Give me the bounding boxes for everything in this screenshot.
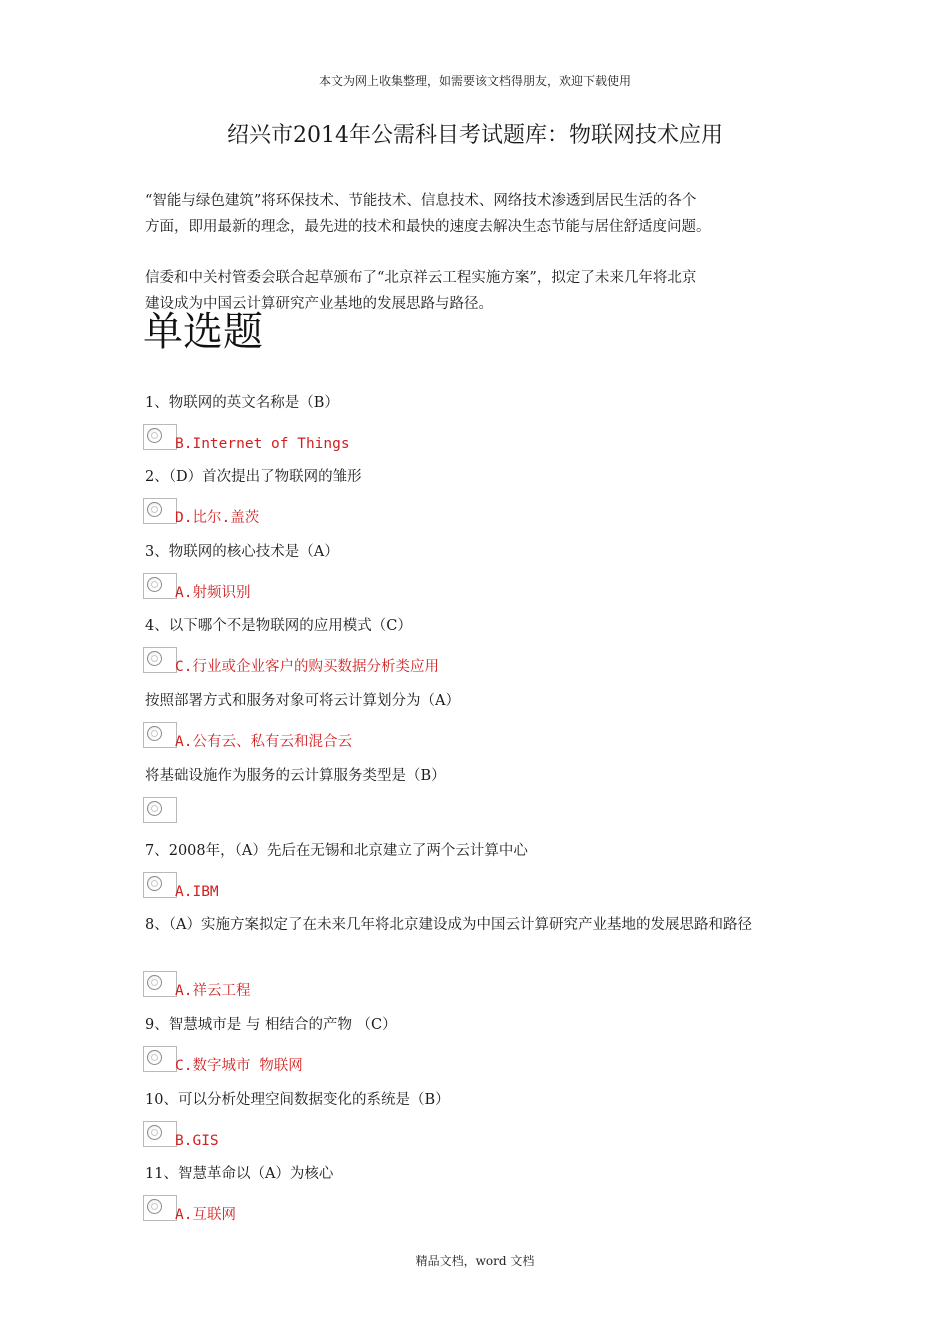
radio-icon	[147, 651, 162, 666]
answer-text: D.比尔.盖茨	[175, 510, 260, 526]
answer-text: A.射频识别	[175, 585, 251, 601]
answer-text: A.IBM	[175, 884, 219, 900]
answer-radio[interactable]	[143, 1195, 177, 1221]
answer-radio[interactable]	[143, 872, 177, 898]
radio-icon	[147, 428, 162, 443]
radio-icon	[147, 1199, 162, 1214]
answer-text: B.Internet of Things	[175, 436, 350, 452]
radio-icon	[147, 975, 162, 990]
answer-text: A.互联网	[175, 1207, 236, 1223]
document-title: 绍兴市2014年公需科目考试题库：物联网技术应用	[227, 123, 723, 148]
answer-radio[interactable]	[143, 971, 177, 997]
answer-radio[interactable]	[143, 647, 177, 673]
radio-icon	[147, 1125, 162, 1140]
header-note: 本文为网上收集整理，如需要该文档得朋友，欢迎下载使用	[318, 74, 631, 88]
intro-line: “智能与绿色建筑”将环保技术、节能技术、信息技术、网络技术渗透到居民生活的各个	[145, 193, 697, 209]
question-text: 7、2008年，（A）先后在无锡和北京建立了两个云计算中心	[145, 843, 528, 859]
answer-radio[interactable]	[143, 424, 177, 450]
question-text: 3、物联网的核心技术是（A）	[145, 544, 339, 560]
question-text: 按照部署方式和服务对象可将云计算划分为（A）	[145, 693, 460, 709]
answer-text: A.祥云工程	[175, 983, 251, 999]
intro-line: 建设成为中国云计算研究产业基地的发展思路与路径。	[145, 296, 493, 312]
answer-text: A.公有云、私有云和混合云	[175, 734, 352, 750]
question-text: 11、智慧革命以（A）为核心	[145, 1166, 334, 1182]
radio-icon	[147, 577, 162, 592]
radio-icon	[147, 876, 162, 891]
answer-radio[interactable]	[143, 498, 177, 524]
question-text: 4、以下哪个不是物联网的应用模式（C）	[145, 618, 412, 634]
intro-line: 信委和中关村管委会联合起草颁布了“北京祥云工程实施方案”，拟定了未来几年将北京	[145, 270, 697, 286]
answer-radio[interactable]	[143, 1121, 177, 1147]
radio-icon	[147, 502, 162, 517]
answer-radio[interactable]	[143, 573, 177, 599]
question-text: 10、可以分析处理空间数据变化的系统是（B）	[145, 1092, 450, 1108]
radio-icon	[147, 726, 162, 741]
answer-radio[interactable]	[143, 722, 177, 748]
answer-text: C.数字城市 物联网	[175, 1058, 303, 1074]
radio-icon	[147, 1050, 162, 1065]
answer-text: B.GIS	[175, 1133, 219, 1149]
answer-text: C.行业或企业客户的购买数据分析类应用	[175, 659, 439, 675]
intro-paragraph-1	[145, 188, 805, 240]
answer-radio[interactable]	[143, 797, 177, 823]
question-text: 将基础设施作为服务的云计算服务类型是（B）	[145, 768, 446, 784]
question-text: 2、（D）首次提出了物联网的雏形	[145, 469, 362, 485]
intro-line: 方面，即用最新的理念，最先进的技术和最快的速度去解决生态节能与居住舒适度问题。	[145, 219, 711, 235]
question-text: 9、智慧城市是 与 相结合的产物 （C）	[145, 1017, 397, 1033]
footer-note: 精品文档，word 文档	[415, 1254, 535, 1268]
answer-radio[interactable]	[143, 1046, 177, 1072]
section-heading: 单选题	[143, 309, 263, 355]
question-text: 8、（A）实施方案拟定了在未来几年将北京建设成为中国云计算研究产业基地的发展思路和路径	[145, 917, 752, 933]
question-text: 1、物联网的英文名称是（B）	[145, 395, 339, 411]
radio-icon	[147, 801, 162, 816]
